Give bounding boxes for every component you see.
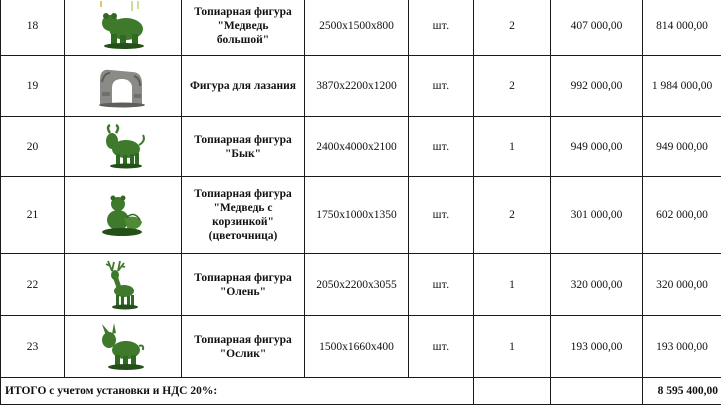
table-row xyxy=(1,316,721,378)
item-name-line: корзинкой" xyxy=(212,216,274,228)
item-unit: шт. xyxy=(409,0,474,56)
item-sum: 949 000,00 xyxy=(643,117,721,177)
item-price: 193 000,00 xyxy=(551,316,643,378)
item-quantity: 2 xyxy=(474,0,551,56)
item-dimensions: 3870x2200x1200 xyxy=(305,56,409,117)
item-dimensions: 1750x1000x1350 xyxy=(305,177,409,254)
table-row xyxy=(1,254,721,316)
item-name-line: (цветочница) xyxy=(208,230,278,242)
item-name-line: Топиарная фигура xyxy=(194,271,292,284)
row-number: 23 xyxy=(1,316,65,378)
total-empty-cell xyxy=(474,378,551,405)
item-sum: 320 000,00 xyxy=(643,254,721,316)
item-price: 992 000,00 xyxy=(551,56,643,117)
total-empty-cell xyxy=(551,378,643,405)
item-quantity: 2 xyxy=(474,177,551,254)
bear-topiary-icon xyxy=(65,0,182,56)
item-sum: 814 000,00 xyxy=(643,0,721,56)
item-quantity: 2 xyxy=(474,56,551,117)
item-price: 320 000,00 xyxy=(551,254,643,316)
table-row xyxy=(1,0,721,56)
table-row xyxy=(1,177,721,254)
bear-basket-topiary-icon xyxy=(65,177,182,254)
total-row xyxy=(1,378,721,405)
item-unit: шт. xyxy=(409,177,474,254)
item-unit: шт. xyxy=(409,56,474,117)
item-sum: 193 000,00 xyxy=(643,316,721,378)
bull-topiary-icon xyxy=(65,117,182,177)
donkey-topiary-icon xyxy=(65,316,182,378)
item-quantity: 1 xyxy=(474,117,551,177)
item-name-line: Топиарная фигура xyxy=(194,6,292,18)
item-unit: шт. xyxy=(409,316,474,378)
item-dimensions: 2500x1500x800 xyxy=(305,0,409,56)
item-quantity: 1 xyxy=(474,316,551,378)
item-name-line: "Бык" xyxy=(225,147,261,160)
item-name-line: "Медведь xyxy=(217,20,269,32)
item-name-line: Фигура для лазания xyxy=(190,80,296,92)
item-name-line: "Олень" xyxy=(220,285,266,298)
item-price: 949 000,00 xyxy=(551,117,643,177)
item-dimensions: 2050x2200x3055 xyxy=(305,254,409,316)
item-quantity: 1 xyxy=(474,254,551,316)
total-label: ИТОГО с учетом установки и НДС 20%: xyxy=(1,378,474,405)
row-number: 20 xyxy=(1,117,65,177)
item-name-line: Топиарная фигура xyxy=(194,133,292,146)
item-name-line: "Медведь с xyxy=(213,202,273,214)
item-unit: шт. xyxy=(409,254,474,316)
item-price: 301 000,00 xyxy=(551,177,643,254)
item-price: 407 000,00 xyxy=(551,0,643,56)
item-name-line: Топиарная фигура xyxy=(194,333,292,346)
row-number: 18 xyxy=(1,0,65,56)
item-sum: 602 000,00 xyxy=(643,177,721,254)
total-value: 8 595 400,00 xyxy=(643,378,721,405)
deer-topiary-icon xyxy=(65,254,182,316)
row-number: 22 xyxy=(1,254,65,316)
row-number: 19 xyxy=(1,56,65,117)
item-name-line: Топиарная фигура xyxy=(194,188,292,200)
item-dimensions: 1500x1660x400 xyxy=(305,316,409,378)
item-sum: 1 984 000,00 xyxy=(643,56,721,117)
item-dimensions: 2400x4000x2100 xyxy=(305,117,409,177)
item-name-line: "Ослик" xyxy=(219,347,267,360)
table-row xyxy=(1,117,721,177)
item-name-line: большой" xyxy=(216,34,270,46)
item-unit: шт. xyxy=(409,117,474,177)
row-number: 21 xyxy=(1,177,65,254)
climbing-arch-icon xyxy=(65,56,182,117)
table-row xyxy=(1,56,721,117)
